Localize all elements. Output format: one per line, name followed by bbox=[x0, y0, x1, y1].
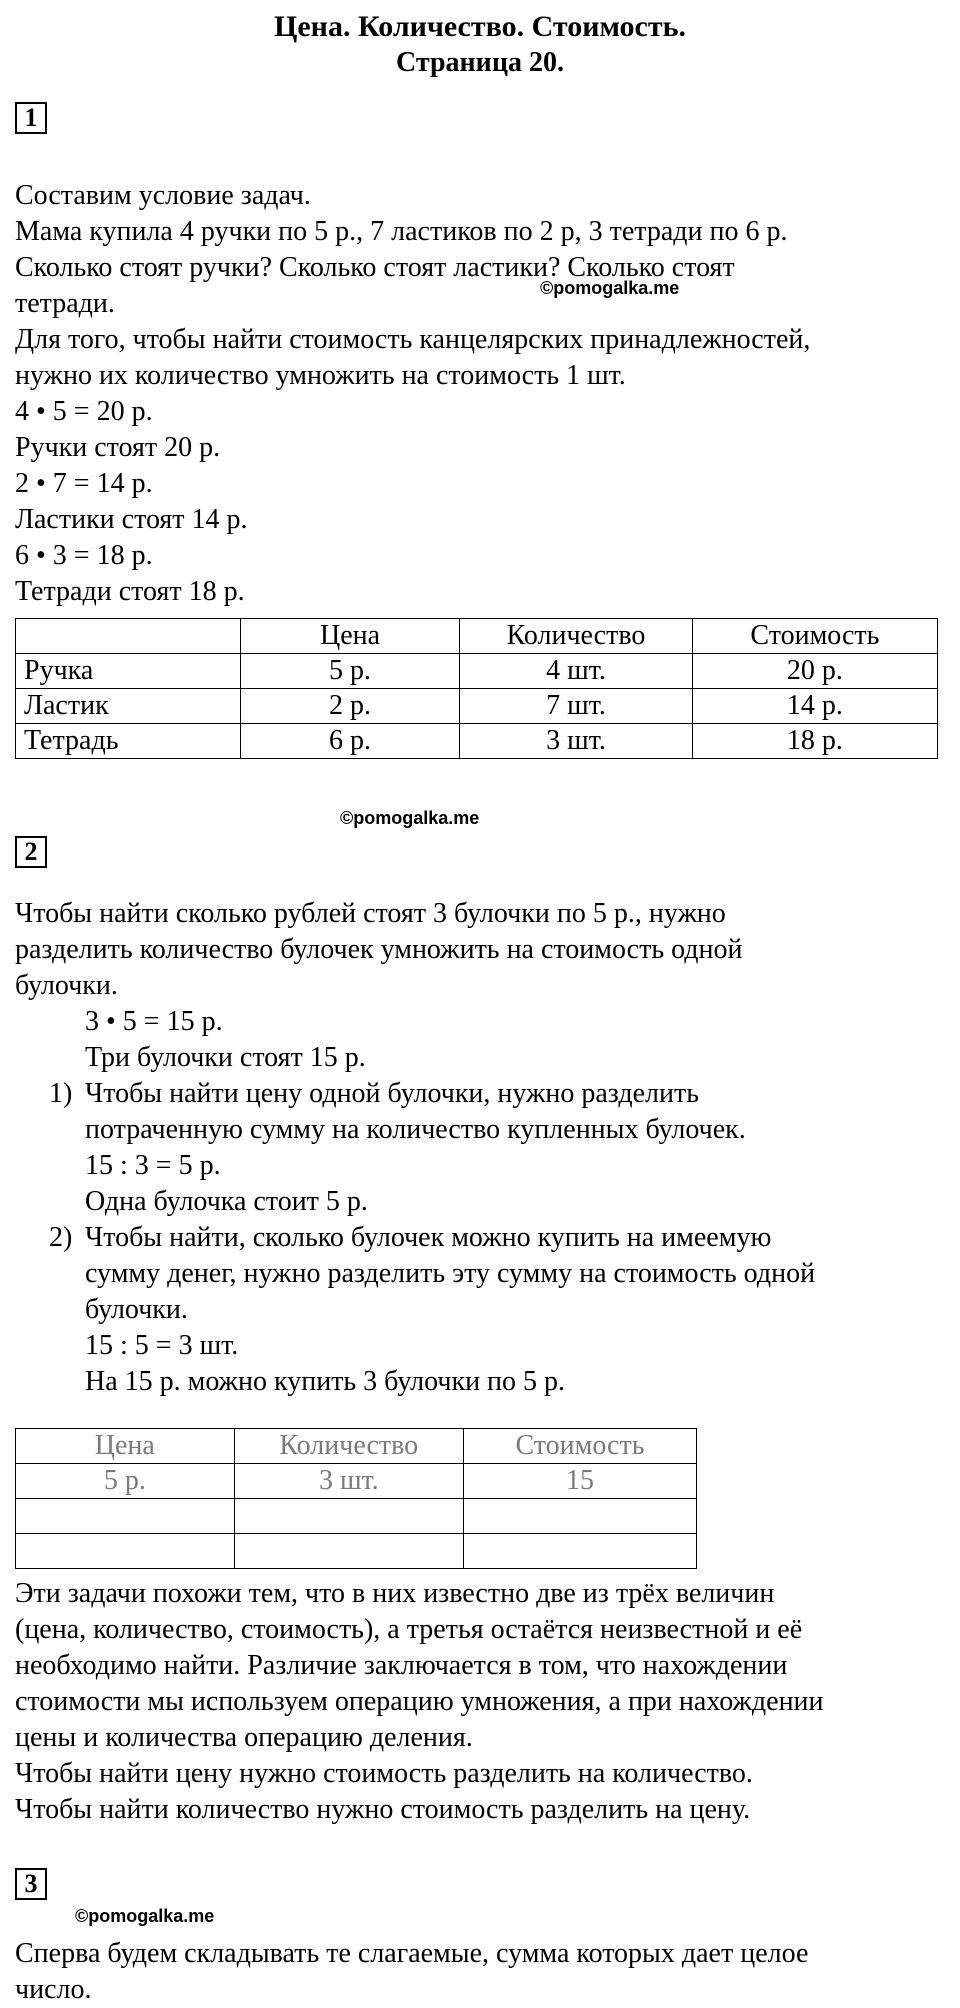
task-number-3: 3 bbox=[15, 1868, 47, 1900]
table-cell: Тетрадь bbox=[16, 724, 241, 759]
task-1-text bbox=[15, 178, 945, 610]
table-header-cell: Количество bbox=[460, 619, 693, 654]
table-cell: 4 шт. bbox=[460, 654, 693, 689]
table-header-row bbox=[16, 1429, 697, 1464]
table-header-cell: Цена bbox=[240, 619, 459, 654]
task-2-items bbox=[15, 1076, 945, 1400]
watermark-2: ©pomogalka.me bbox=[340, 808, 480, 828]
document-page bbox=[15, 0, 945, 2005]
text-line: (цена, количество, стоимость), а третья остаётся неизвестной и её bbox=[15, 1614, 803, 1645]
task-number-1: 1 bbox=[15, 102, 47, 134]
table-cell: 5 р. bbox=[240, 654, 459, 689]
task-2-calc bbox=[15, 1004, 945, 1076]
list-item bbox=[15, 1220, 945, 1400]
text-line: Тетради стоят 18 р. bbox=[15, 576, 245, 607]
text-line: Три булочки стоят 15 р. bbox=[85, 1042, 366, 1073]
text-line: 4 • 5 = 20 р. bbox=[15, 396, 153, 427]
text-line: булочки. bbox=[85, 1294, 188, 1325]
table-cell bbox=[16, 1499, 235, 1534]
text-line: Ластики стоят 14 р. bbox=[15, 504, 248, 535]
text-line: сумму денег, нужно разделить эту сумму на стоимость одной bbox=[85, 1258, 816, 1289]
page-title: Цена. Количество. Стоимость. bbox=[274, 10, 686, 43]
text-line: 15 : 5 = 3 шт. bbox=[85, 1330, 239, 1361]
page-subtitle: Страница 20. bbox=[396, 47, 564, 78]
table-cell: 5 р. bbox=[16, 1464, 235, 1499]
table-header-cell: Цена bbox=[16, 1429, 235, 1464]
table-cell: 14 р. bbox=[692, 689, 937, 724]
task-number-2: 2 bbox=[15, 836, 47, 868]
text-line: Мама купила 4 ручки по 5 р., 7 ластиков по 2 р, 3 тетради по 6 р. bbox=[15, 216, 788, 247]
table-cell bbox=[234, 1499, 463, 1534]
text-line: тетради. bbox=[15, 288, 115, 319]
task-2-conclusion bbox=[15, 1576, 945, 1828]
text-line: 6 • 3 = 18 р. bbox=[15, 540, 153, 571]
text-line: Чтобы найти цену нужно стоимость разделить на количество. bbox=[15, 1758, 753, 1789]
table-cell: 15 bbox=[463, 1464, 696, 1499]
text-line: Чтобы найти количество нужно стоимость разделить на цену. bbox=[15, 1794, 751, 1825]
table-row bbox=[16, 654, 938, 689]
watermark-1: ©pomogalka.me bbox=[540, 278, 680, 298]
table-cell: 18 р. bbox=[692, 724, 937, 759]
text-line: Составим условие задач. bbox=[15, 180, 311, 211]
list-marker: 2) bbox=[49, 1222, 73, 1253]
text-line: 2 • 7 = 14 р. bbox=[15, 468, 153, 499]
task-2-table bbox=[15, 1428, 697, 1569]
text-line: разделить количество булочек умножить на стоимость одной bbox=[15, 934, 743, 965]
text-line: Для того, чтобы найти стоимость канцелярских принадлежностей, bbox=[15, 324, 811, 355]
text-line: булочки. bbox=[15, 970, 118, 1001]
table-header-cell: Стоимость bbox=[463, 1429, 696, 1464]
table-cell: 20 р. bbox=[692, 654, 937, 689]
list-marker: 1) bbox=[49, 1078, 73, 1109]
text-line: стоимости мы используем операцию умножения, а при нахождении bbox=[15, 1686, 824, 1717]
table-row bbox=[16, 1464, 697, 1499]
text-line: Чтобы найти сколько рублей стоят 3 булочки по 5 р., нужно bbox=[15, 898, 726, 929]
text-line: необходимо найти. Различие заключается в том, что нахождении bbox=[15, 1650, 788, 1681]
task-1-table bbox=[15, 618, 938, 759]
text-line: Чтобы найти цену одной булочки, нужно разделить bbox=[85, 1078, 699, 1109]
table-row bbox=[16, 724, 938, 759]
table-cell: 7 шт. bbox=[460, 689, 693, 724]
table-cell: 6 р. bbox=[240, 724, 459, 759]
table-cell: 3 шт. bbox=[234, 1464, 463, 1499]
table-row bbox=[16, 689, 938, 724]
table-cell bbox=[463, 1534, 696, 1569]
task-3 bbox=[15, 1866, 945, 1902]
table-header-cell: Стоимость bbox=[692, 619, 937, 654]
table-cell: Ручка bbox=[16, 654, 241, 689]
task-3-text bbox=[15, 1936, 945, 2008]
table-header-row bbox=[16, 619, 938, 654]
table-cell: 3 шт. bbox=[460, 724, 693, 759]
task-1 bbox=[15, 100, 945, 610]
table-header-cell bbox=[16, 619, 241, 654]
text-line: число. bbox=[15, 1974, 92, 2005]
text-line: нужно их количество умножить на стоимость 1 шт. bbox=[15, 360, 626, 391]
table-row bbox=[16, 1534, 697, 1569]
table-row bbox=[16, 1499, 697, 1534]
text-line: Чтобы найти, сколько булочек можно купить на имеемую bbox=[85, 1222, 772, 1253]
text-line: цены и количества операцию деления. bbox=[15, 1722, 473, 1753]
text-line: потраченную сумму на количество купленных булочек. bbox=[85, 1114, 746, 1145]
table-cell bbox=[463, 1499, 696, 1534]
task-2 bbox=[15, 834, 945, 1400]
table-cell: Ластик bbox=[16, 689, 241, 724]
text-line: Одна булочка стоит 5 р. bbox=[85, 1186, 368, 1217]
table-cell bbox=[16, 1534, 235, 1569]
list-item bbox=[15, 1076, 945, 1220]
text-line: Ручки стоят 20 р. bbox=[15, 432, 221, 463]
task-2-intro bbox=[15, 896, 945, 1004]
table-header-cell: Количество bbox=[234, 1429, 463, 1464]
table-cell bbox=[234, 1534, 463, 1569]
text-line: Сколько стоят ручки? Сколько стоят ластики? Сколько стоят bbox=[15, 252, 735, 283]
text-line: 15 : 3 = 5 р. bbox=[85, 1150, 221, 1181]
text-line: На 15 р. можно купить 3 булочки по 5 р. bbox=[85, 1366, 566, 1397]
watermark-3: ©pomogalka.me bbox=[75, 1906, 215, 1926]
table-cell: 2 р. bbox=[240, 689, 459, 724]
text-line: Сперва будем складывать те слагаемые, сумма которых дает целое bbox=[15, 1938, 809, 1969]
text-line: 3 • 5 = 15 р. bbox=[85, 1006, 223, 1037]
text-line: Эти задачи похожи тем, что в них известно две из трёх величин bbox=[15, 1578, 775, 1609]
